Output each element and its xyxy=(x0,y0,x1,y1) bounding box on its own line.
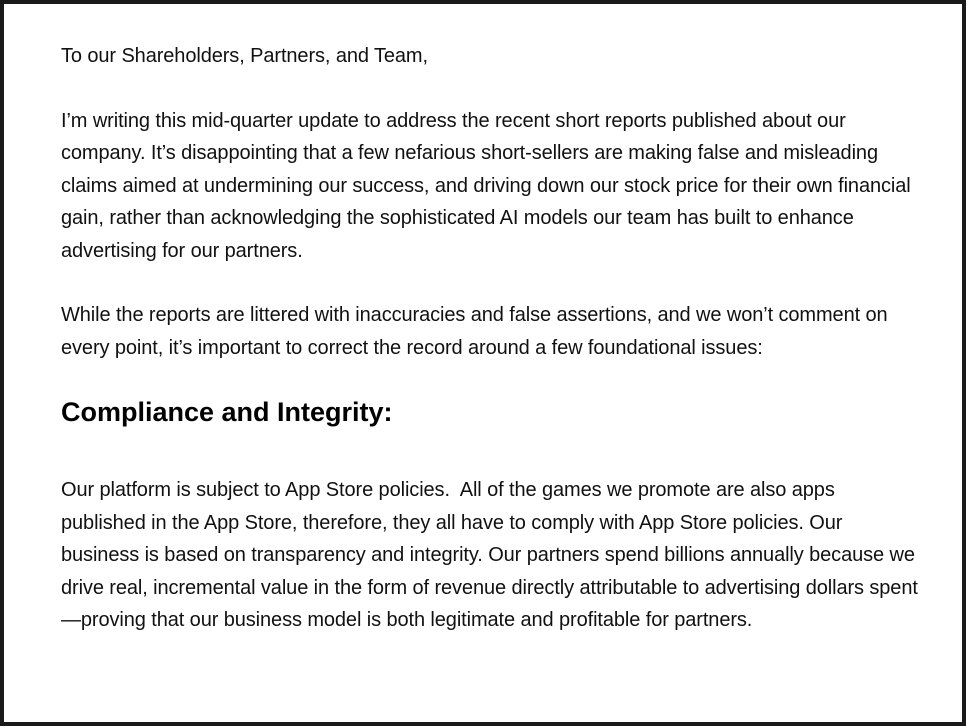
letter-greeting: To our Shareholders, Partners, and Team, xyxy=(61,45,428,67)
letter-paragraph-corrections: While the reports are littered with inaccuracies and false assertions, and we won’t comment on every point, it’s important to correct the record around a few foundational issues: xyxy=(61,304,888,359)
letter-paragraph-intro: I’m writing this mid-quarter update to address the recent short reports published about our company. It’s disappointing that a few nefarious short-sellers are making false and misleading claims aimed at undermining our success, and driving down our stock price for their own financial gain, rather than acknowledging the sophisticated AI models our team has built to enhance advertising for our partners. xyxy=(61,109,911,262)
letter-paragraph-compliance: Our platform is subject to App Store policies. All of the games we promote are also apps published in the App Store, therefore, they all have to comply with App Store policies. Our business is based on transparency and integrity. Our partners spend billions annually because we drive real, incremental value in the form of revenue directly attributable to advertising dollars spent—proving that our business model is both legitimate and profitable for partners. xyxy=(61,479,921,631)
section-heading-compliance: Compliance and Integrity: xyxy=(61,397,393,427)
